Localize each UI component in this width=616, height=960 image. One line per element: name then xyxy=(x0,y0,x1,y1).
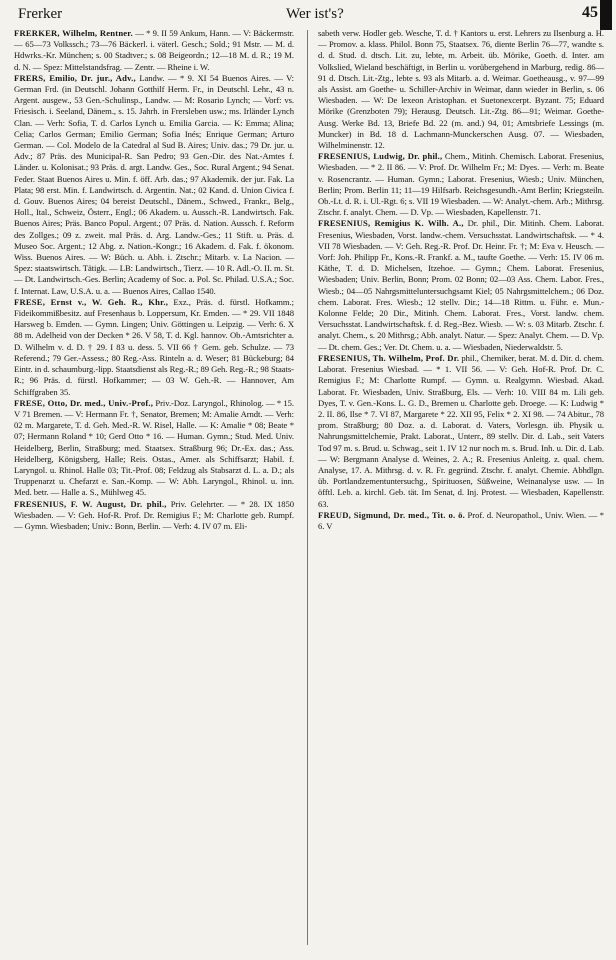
ink-mark xyxy=(600,0,612,30)
entry-frerker xyxy=(14,28,294,73)
entry-body: Chem., Mitinh. Chemisch. Laborat. Fresenius, Wiesbaden. — * 2. II 86. — V: Prof. Dr. Wilhelm Fr.; M: Dyes. — Verh: m. Beate v. Rosencrantz. — Human. Gymn.; Laborat. Fresenius, Wiesb.; Univ. München, Berlin; Prom. Berlin 11; 11—19 Hilfsarb. Reichsgesundh.-Amt Berlin; Kriegsteiln. Ob.-Lt. d. R. i. Ul.-Rgt. 6; s. VII 19 Wiesbaden. — W: Analyt.-chem. Arb.; Mithrsg. Ztschr. f. analyt. Chem. — D. Vp. — Wiesbaden, Kapellenstr. 71. xyxy=(318,151,604,218)
column-divider xyxy=(307,30,308,945)
entry-body: Prof. d. Neuropathol., Univ. Wien. — * 6. V xyxy=(318,509,604,531)
entry-continuation xyxy=(318,28,604,151)
entry-heading: FRESENIUS, Th. Wilhelm, Prof. Dr. xyxy=(318,352,460,363)
page-header xyxy=(18,4,606,26)
running-head-left: Frerker xyxy=(18,6,63,22)
entry-heading: FRESENIUS, Remigius K. Wilh. A., xyxy=(318,218,464,229)
entry-frese-ernst xyxy=(14,297,294,398)
entry-fresenius-august xyxy=(14,499,294,533)
left-column xyxy=(14,28,294,532)
entry-body: Dr. phil., Dir. Mitinh. Chem. Laborat. Fresenius, Wiesbaden, Vorst. landw.-chem. Versuchsstat. Landwirtschaftsk. — * 4. VII 78 Wiesbaden. — V: Geh. Reg.-R. Prof. Dr. Heinr. Fr. †; M: Eva v. Heusch. — Vorf: Joh. Philipp Fr., Kons.-R. Frankf. a. M., taufte Goethe. — Verh: 15. IV 06 m. Käthe, T. d. D. Michelsen, Itzehoe. — Gymn.; Chem. Laborat. Fresenius, Wiesbaden; Univ. Berlin, Bonn; Prom. 02 Bonn; 02—03 Ass. Chem. Labor. Fres., Wiesb.; 04—05 Nahrgsmitteluntersuchgsamt Kiel; 05 Nahrgsmittelchem.; 06 Doz. chem. Laborat. Fres. Wiesb.; 12 stellv. Dir.; 14—18 Rittm. u. Führ. e. Mun.-Kolonne Felde; 20 Dir., Mitinh. Chem. Laborat. Fres., Vorst. landw. chem. Versuchsstat. Landwirtschaftsk. f. d. Reg.-Bez. Wiesb. — W: s. 03 Mitarb. Ztschr. f. analyt. Chem., s. 20 Mithrsg.; Abh. analyt. Natur. — Spez: Analyt. Chem. — D. Vp. — Dt. chem. Ges.; Ver. Dt. Chem. u. a. — Wiesbaden, Niederwaldstr. 5. xyxy=(318,218,604,352)
entry-freud xyxy=(318,510,604,532)
entry-body: — * 9. II 59 Ankum, Hann. — V: Bäckermstr. — 65—73 Volkssch.; 73—76 Bäckerl. i. väterl. Gesch.; Sold.; 91 Mstr. — M. d. Hdwrks.-Kr. München; s. 00 Stadtver.; s. 08 Beigeordn.; 12—18 M. d. R.; 19 M. d. N. — Spez: Mittelstandsfrag. — Zentr. — Rheine i. W. xyxy=(14,28,295,72)
right-column xyxy=(318,28,604,532)
entry-frers xyxy=(14,73,294,297)
entry-body: Exz., Präs. d. fürstl. Hofkamm.; Fideikommißbesitz. auf Fresenhaus b. Loppersum, Kr. Emden. — * 29. VII 1848 Harsweg b. Emden. — Gymn. Lingen; Univ. Göttingen u. Leipzig. — Verh: 6. X 88 m. Adelheid von der Decken * 26. V 58, T. d. Kgl. hannov. Ob.-Amtsrichter a. D. Wilhelm v. d. D. † 29. I 83 u. dess. 5. VII 66 † Gem. geb. Schulze. — 73 Referend.; 79 Ger.-Assess.; 80 Reg.-Ass. Rinteln a. d. Weser; 81 Bückeburg; 84 Eintr. in d. schaumburg.-lipp. Staatsdienst als Reg.-R.; 89 Geh. Reg.-R.; 98 Staats-R.; 96 Präs. d. fürstl. Hofkammer; — 03 W. Geh.-R. — Hannover, Am Schiffgraben 35. xyxy=(14,296,294,397)
entry-fresenius-wilhelm xyxy=(318,353,604,510)
entry-body: Priv. Gelehrter. — * 28. IX 1850 Wiesbaden. — V: Geh. Hof-R. Prof. Dr. Remigius F.; M: Charlotte geb. Rumpf. — Gymn. Wiesbaden; Univ.: Bonn, Berlin. — Verh: 4. IV 07 m. Eli- xyxy=(14,498,295,531)
entry-heading: FRESE, Ernst v., W. Geh. R., Khr., xyxy=(14,296,169,307)
entry-heading: FRERS, Emilio, Dr. jur., Adv., xyxy=(14,72,136,83)
entry-body: Priv.-Doz. Laryngol., Rhinolog. — * 15. V 71 Bremen. — V: Hermann Fr. †, Senator, Bremen; M: Amalie Arndt. — Verh: 02 m. Margarete, T. d. Geh. Med.-R. W. Risel, Halle. — K: Amalie * 08; Beate * 07; Hermann Roland * 10; Gerd Otto * 16. — Human. Gymn.; Stud. Med. Univ. Heidelberg, Berlin, Straßburg; med. Staatsex. Straßburg 96; Dr.-Ex. das.; Ass. Heidelberg, Königsberg, Halle; Reis. Ostas., Amer. als Schiffsarzt; Habil. f. Laryngol. u. Rhinol. Halle 03; Tit.-Prof. 08; Feldzug als Stabsarzt d. L. a. D.; als Truppenarzt u. Chefarzt e. San.-Komp. — W: Abh. Laryngol., Rhinol. u. inn. Med. betr. — Halle a. S., Mühlweg 45. xyxy=(14,397,294,498)
entry-frese-otto xyxy=(14,398,294,499)
entry-body: phil., Chemiker, berat. M. d. Dir. d. chem. Laborat. Fresenius Wiesbad. — * 1. VII 56. — V: Geh. Hof-R. Prof. Dr. C. Remigius F.; M: Charlotte Rumpf. — Gymn. u. Realgymn. Wiesbad. Akad. Laborat. Fr. Wiesbaden, Univ. Straßburg, Els. — Verh: 10. VIII 84 m. Lili geb. Dyes, T. v. Gen.-Kons. L. G. D., Bremen u. Charlotte geb. Droege. — K: Ludwig * 2. II. 86, Ilse * 7. VI 87, Margarete * 22. XII 95, Felix * 2. XI 98. — 74 Abitur., 78 prom. Straßburg; 80 Doz. a. d. Laborat. d. Vaters, Vorlesgn. üb. Physik u. Nahrungsmittelchemie, Prakt. Laborat., Unterr., 89 stellv. Dir. d. Lab., seit Vaters Tod 97 m. s. Brud. u. Schwag., seit 1. IV 12 nur noch m. s. Brud. Inh. u. Dir. d. Lab. — W: Bergmann Analyse d. Weines, 2. A.; R. Fresenius Anleitg. z. qual. chem. Analyse, 17. A. Mithrsg. d. v. R. Fr. gegründ. Ztschr. f. analyt. Chemie. Abhdlgn. üb. Portlandzementuntersuchg., Spirituosen, Süßweine, Weinanalyse usw. — In öfftl. Leb. a. kirchl. Geb. tät. Im Senat, d. Inj. Protest. — Wiesbaden, Kapellenstr. 63. xyxy=(318,352,604,509)
entry-heading: FRESENIUS, F. W. August, Dr. phil., xyxy=(14,498,167,509)
entry-heading: FRESENIUS, Ludwig, Dr. phil., xyxy=(318,151,443,162)
entry-heading: FRESE, Otto, Dr. med., Univ.-Prof., xyxy=(14,397,154,408)
running-head-title: Wer ist's? xyxy=(286,6,344,22)
entry-fresenius-remigius xyxy=(318,218,604,352)
entry-heading: FRERKER, Wilhelm, Rentner. xyxy=(14,28,133,38)
entry-fresenius-ludwig xyxy=(318,151,604,218)
page-number: 45 xyxy=(582,4,598,21)
entry-body: Landw. — * 9. XI 54 Buenos Aires. — V: German Frd. (in Deutschl. Johann Gotthilf Herm. Fr., in Deutschl. Lehr., 43 n. Argent. ausgew., 53 Gen.-Schulinsp., Landw. — M: Rosario Lynch; — Vorf: vs. Friesisch. i. Seeland, Dänem., s. 15. Jahrh. in Frersleben usw.; ms. Irländer Lynch Clan. — Verh: Sofia, T. d. Carlos Lynch u. Emilia Garcia. — K: Emma; Alina; Celia; Carlos German; Emilio German; Sofia Inés; Enrique German; Arturo German. — Col. Modelo de la Catedral al Sud B. Aires; Univ. das.; 79 Dr. jur. u. Adv.; 87 Präs. des Municipal-R. San Pedro; 93 Gen.-Dir. des Nat.-Amtes f. Länder. u. Kolonisat.; 93 Präs. d. argt. Landw. Ges., Soc. Rural Argent.; 94 Senat. Feder. Staat Buenos Aires u. Min. f. öff. Arb. das.; 97 Akademik. der jur. Fak. La Plata; 98 erst. Min. f. Landwirtsch. d. Argentin. Nat.; 02 Kand. d. Union Civica f. d. Gouv. Buenos Aires; 04 bereist Deutschl., Dänem., Schwed., Frankr., Belg., Holl., Ital., Schweiz, Österr., Engl.; 06 Akadem. u. Aussch.-R. Landwirtsch. Fak. Buenos Aires; Präs. Banco Popul. Argent.; 07 Präs. d. Nation. Aussch. f. Reform des Zollges.; 09 z. zweit. mal Präs. d. Arg. Landw.-Ges.; 11 Stift. u. Präs. d. Museo Soc. Argent.; 12 Abg. z. Nation.-Kongr.; 16 Akadem. d. Fak. f. ökonom. Wiss. Buenos Aires. — W: Büch. u. Abh. i. Ztschr.; Mitarb. v. La Nacion. — Spez: staatswirtsch. Tätigk. — LB: Landwirtsch., Tierz. — 10 R. Adl.-O. II. m. St. — Dt. Landwirtsch.-Ges. Berlin; Academy of Soc. a. Pol. Sc. Philad. U.S.A.; Soc. f. Internat. Law, U.S.A. u. a. — Buenos Aires, Callao 1540. xyxy=(14,72,295,296)
entry-heading: FREUD, Sigmund, Dr. med., Tit. o. ö. xyxy=(318,509,465,520)
entry-body: sabeth verw. Hodler geb. Wesche, T. d. † Kantors u. erst. Lehrers zu Ilsenburg a. H. — Promov. a. klass. Philol. Bonn 75, Staatsex. 76, diente Berlin 76—77, wandte s. d. d. Stud. d. dtsch. Lit. zu, lebte, m. Arbeit. üb. Mörike, Goeth. d. Inter. am Volkslied, Wieland beschäftigt, in Berlin u. vorübergehend in Marburg, redig. 86—91 d. Dtsch. Lit.-Ztg., lebte s. 93 als Mitarb. a. d. Weimar. Goetheausg., v. 97—99 als Assist. am Goethe- u. Schiller-Archiv in Weimar, dann wieder in Berlin, s. 06 Wiesbaden. — W: De lexeon Aristophan. et Suetonexcerpt. Byzant. 75; Eduard Mörike (Grenzboten 79); Herausg. Deutsch. Lit.-Ztg. 86—91; Weimar. Goethe-Ausg. Werke Bd. 13, Briefe Bd. 22 (m. and.) 94, 01; Amtsbriefe Lessings (m. Muncker) in Bd. 18 d. Lachmann-Munckerschen Ausg. 07. — Wiesbaden, Wilhelminenstr. 12. xyxy=(318,28,604,151)
